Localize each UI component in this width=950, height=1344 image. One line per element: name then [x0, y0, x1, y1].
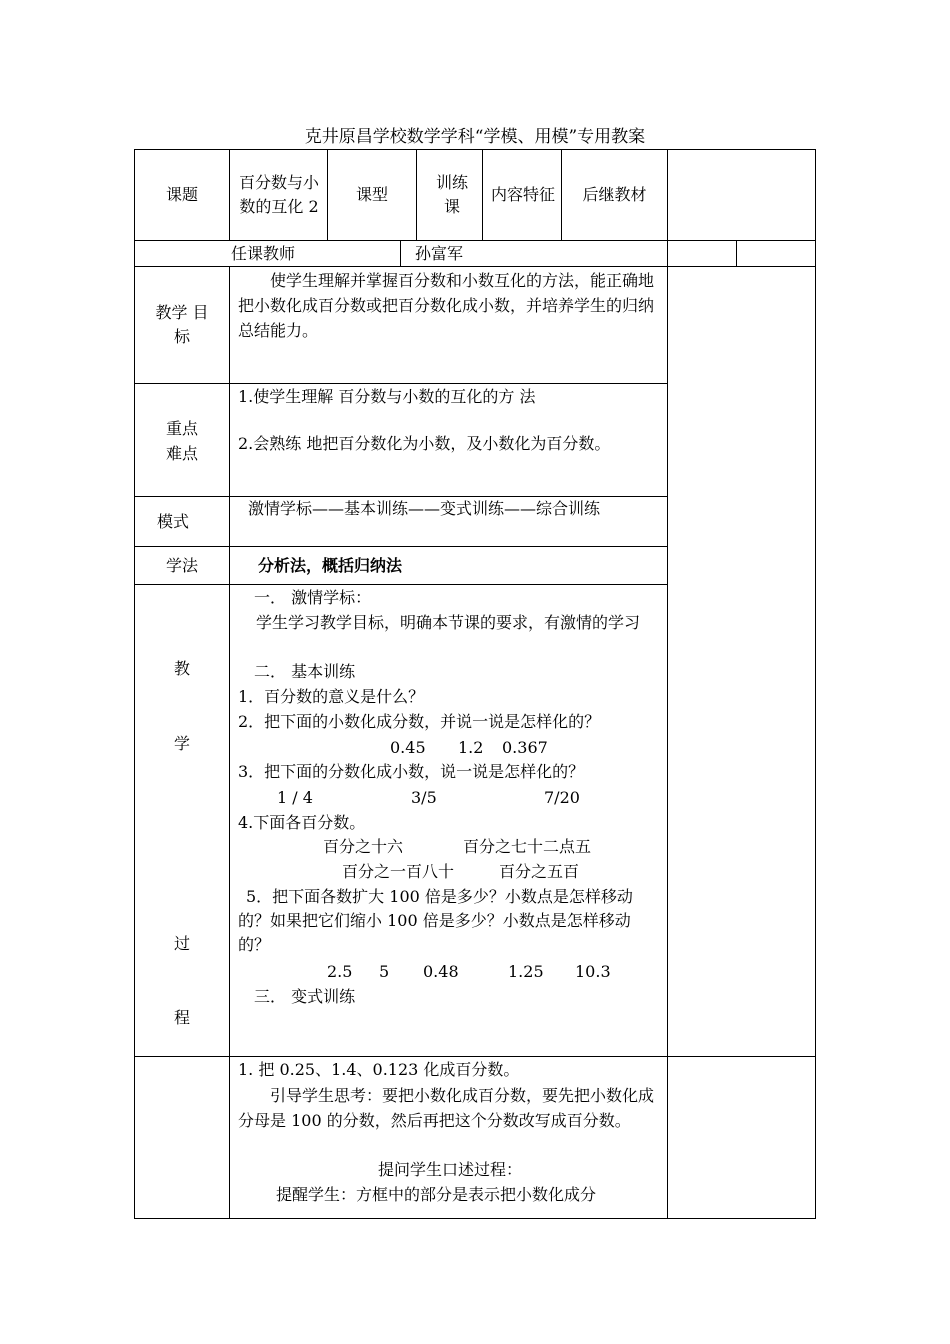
table-rule: [667, 149, 668, 1219]
section1-text: 学生学习教学目标，明确本节课的要求，有激情的学习: [256, 613, 641, 632]
table-rule: [736, 240, 737, 267]
q5-value: 1.25: [508, 962, 544, 981]
section3-title: 三． 变式训练: [254, 987, 356, 1006]
key-points-label: [135, 416, 229, 466]
q3-value: 1 / 4: [277, 788, 313, 807]
question-1: 1．百分数的意义是什么？: [238, 687, 425, 706]
table-rule: [134, 266, 816, 267]
followup-material-label: 后继教材: [582, 185, 647, 204]
teacher-label: 任课教师: [231, 244, 296, 263]
key-point-1: 1.使学生理解 百分数与小数的互化的方 法: [238, 387, 536, 406]
q3-value: 3/5: [411, 788, 437, 807]
guide-text: 引导学生思考：要把小数化成百分数，要先把小数化成分母是 100 的分数，然后再把这个分数改写成百分数。: [238, 1086, 655, 1130]
q4-item: 百分之七十二点五: [463, 837, 592, 856]
lesson-type-label: 课型: [355, 185, 388, 204]
table-rule: [134, 240, 816, 241]
question-3: 3．把下面的分数化成小数，说一说是怎样化的？: [238, 762, 585, 781]
process-label-char: 教: [173, 659, 190, 678]
process-label-char: 程: [173, 1008, 190, 1027]
q2-value: 0.45: [390, 738, 426, 757]
ask-text: 提问学生口述过程：: [377, 1160, 522, 1179]
topic-value: 百分数与小数的互化 2: [238, 173, 319, 216]
process-label-char: 学: [173, 734, 190, 753]
q5-value: 10.3: [575, 962, 611, 981]
question-5: 5．把下面各数扩大 100 倍是多少？小数点是怎样移动的？如果把它们缩小 100 倍是多少？小数点是怎样移动的？: [238, 887, 633, 954]
q3-value: 7/20: [544, 788, 580, 807]
method-text: 分析法，概括归纳法: [258, 556, 403, 575]
document-title: 克井原昌学校数学学科“学模、用模”专用教案: [304, 127, 646, 147]
goals-label: 教学 目标: [155, 303, 209, 346]
teacher-name: 孙富军: [415, 244, 464, 263]
q5-value: 2.5: [327, 962, 353, 981]
section2-title: 二． 基本训练: [254, 662, 356, 681]
key-points-label-line2: 难点: [165, 444, 198, 463]
key-point-2: 2.会熟练 地把百分数化为小数，及小数化为百分数。: [238, 434, 611, 453]
table-rule: [400, 240, 401, 267]
topic-label: 课题: [165, 185, 198, 204]
table-rule: [416, 149, 417, 241]
table-rule: [229, 149, 230, 241]
question-2: 2．把下面的小数化成分数，并说一说是怎样化的？: [238, 712, 601, 731]
section1-title: 一． 激情学标：: [254, 588, 372, 607]
remind-text: 提醒学生：方框中的部分是表示把小数化成分: [276, 1185, 597, 1204]
q5-value: 5: [379, 962, 390, 981]
mode-label: 模式: [156, 511, 189, 531]
table-border-bottom: [134, 1218, 816, 1219]
method-label: 学法: [165, 555, 198, 575]
content-feature-label: 内容特征: [490, 185, 555, 204]
q4-item: 百分之一百八十: [342, 862, 455, 881]
q4-item: 百分之十六: [323, 837, 404, 856]
table-border-right: [815, 149, 816, 1219]
table-rule: [134, 1056, 816, 1057]
question-4: 4.下面各百分数。: [238, 813, 366, 832]
table-rule: [134, 584, 667, 585]
q5-value: 0.48: [423, 962, 459, 981]
process-label-char: 过: [173, 934, 190, 953]
q4-item: 百分之五百: [499, 862, 580, 881]
table-border-top: [134, 149, 816, 150]
table-rule: [482, 149, 483, 241]
q2-value: 0.367: [502, 738, 548, 757]
lesson-type-value: 训练课: [435, 173, 468, 216]
key-points-label-line1: 重点: [165, 419, 198, 438]
goals-text: 使学生理解并掌握百分数和小数互化的方法，能正确地把小数化成百分数或把百分数化成小数，并培养学生的归纳总结能力。: [238, 271, 655, 340]
exercise-1: 1. 把 0.25、1.4、0.123 化成百分数。: [238, 1060, 520, 1079]
table-border-left: [134, 149, 135, 1219]
table-rule: [229, 266, 230, 1219]
mode-text: 激情学标——基本训练——变式训练——综合训练: [248, 499, 601, 518]
q2-value: 1.2: [458, 738, 484, 757]
